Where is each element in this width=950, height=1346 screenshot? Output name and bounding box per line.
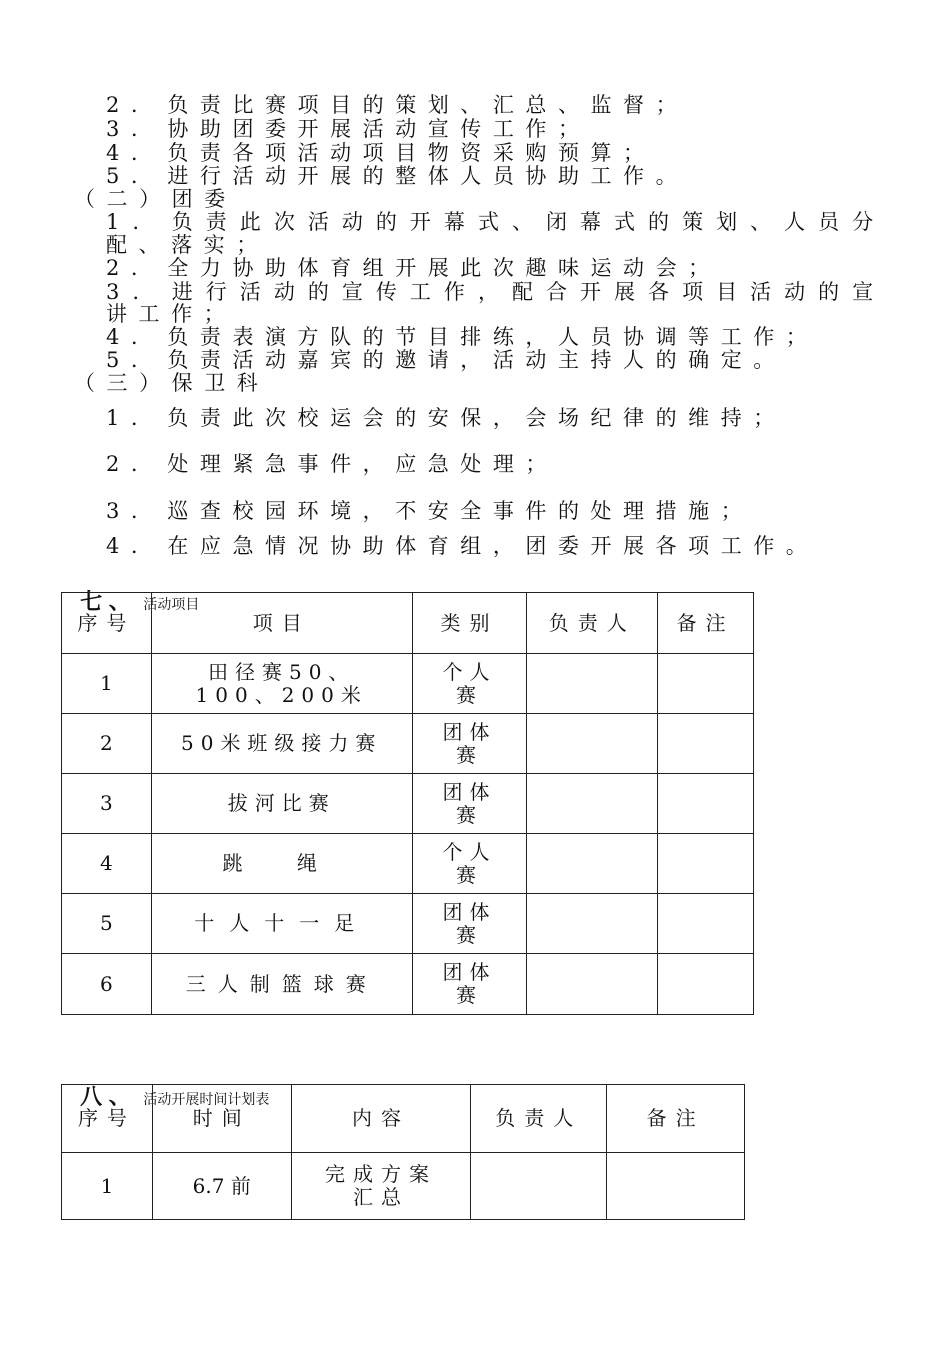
item-category: 团体赛 xyxy=(412,774,527,834)
table-row xyxy=(62,894,754,954)
activity-items-table xyxy=(61,592,754,1015)
item-owner xyxy=(527,834,658,894)
item-owner xyxy=(527,774,658,834)
table-row xyxy=(62,774,754,834)
column-header: 内容 xyxy=(291,1085,471,1153)
duty-line: 5. 负责活动嘉宾的邀请，活动主持人的确定。 xyxy=(106,348,786,372)
item-note xyxy=(658,654,754,714)
duty-line: 3. 协助团委开展活动宣传工作； xyxy=(106,117,591,141)
item-note xyxy=(658,714,754,774)
table-row xyxy=(62,1153,745,1220)
duty-line: 3. 巡查校园环境，不安全事件的处理措施； xyxy=(106,499,754,523)
duty-line: 1. 负责此次校运会的安保，会场纪律的维持； xyxy=(106,406,786,430)
item-owner xyxy=(527,714,658,774)
subsection-heading: （二）团委 xyxy=(74,187,237,211)
section-title: 活动项目 xyxy=(143,597,200,613)
item-owner xyxy=(527,894,658,954)
item-name: 田径赛50、100、200米 xyxy=(151,654,412,714)
item-note xyxy=(658,834,754,894)
column-header: 序号 xyxy=(62,593,152,654)
column-header: 负责人 xyxy=(471,1085,607,1153)
table-row xyxy=(62,654,754,714)
duty-line: 2. 负责比赛项目的策划、汇总、监督； xyxy=(106,93,689,117)
column-header: 负责人 xyxy=(527,593,658,654)
row-number: 1 xyxy=(62,654,152,714)
item-category: 个人赛 xyxy=(412,654,527,714)
duty-line: 1. 负责此次活动的开幕式、闭幕式的策划、人员分 xyxy=(106,210,887,234)
item-owner xyxy=(527,654,658,714)
row-number: 6 xyxy=(62,954,152,1015)
duty-line: 5. 进行活动开展的整体人员协助工作。 xyxy=(106,164,689,188)
subsection-heading: （三）保卫科 xyxy=(74,371,270,395)
duty-line: 讲工作； xyxy=(106,302,237,326)
duty-line: 2. 全力协助体育组开展此次趣味运动会； xyxy=(106,256,721,280)
table-row xyxy=(62,714,754,774)
table-header-row xyxy=(62,593,754,654)
item-category: 团体赛 xyxy=(412,954,527,1015)
table-header-row xyxy=(62,1085,745,1153)
duty-line: 4. 在应急情况协助体育组，团委开展各项工作。 xyxy=(106,534,819,558)
duty-line: 4. 负责各项活动项目物资采购预算； xyxy=(106,141,656,165)
schedule-owner xyxy=(471,1153,607,1220)
duty-line: 4. 负责表演方队的节目排练，人员协调等工作； xyxy=(106,325,819,349)
schedule-time: 6.7 前 xyxy=(152,1153,291,1220)
row-number: 2 xyxy=(62,714,152,774)
column-header: 备注 xyxy=(607,1085,745,1153)
item-note xyxy=(658,894,754,954)
item-name: 三人制篮球赛 xyxy=(151,954,412,1015)
row-number: 5 xyxy=(62,894,152,954)
item-note xyxy=(658,774,754,834)
item-category: 团体赛 xyxy=(412,714,527,774)
row-number: 4 xyxy=(62,834,152,894)
column-header: 时间 xyxy=(152,1085,291,1153)
duty-line: 2. 处理紧急事件，应急处理； xyxy=(106,452,558,476)
table-row xyxy=(62,834,754,894)
row-number: 1 xyxy=(62,1153,153,1220)
schedule-content: 完成方案汇总 xyxy=(291,1153,471,1220)
section-number: 八、 xyxy=(80,1084,138,1110)
section-title: 活动开展时间计划表 xyxy=(143,1092,270,1108)
item-category: 个人赛 xyxy=(412,834,527,894)
table-row xyxy=(62,954,754,1015)
item-name: 跳 绳 xyxy=(151,834,412,894)
row-number: 3 xyxy=(62,774,152,834)
column-header: 项目 xyxy=(151,593,412,654)
duty-line: 3. 进行活动的宣传工作，配合开展各项目活动的宣 xyxy=(106,280,887,304)
item-name: 十人十一足 xyxy=(151,894,412,954)
column-header: 序号 xyxy=(62,1085,153,1153)
item-owner xyxy=(527,954,658,1015)
column-header: 类别 xyxy=(412,593,527,654)
item-category: 团体赛 xyxy=(412,894,527,954)
duty-line: 配、落实； xyxy=(106,233,269,257)
column-header: 备注 xyxy=(658,593,754,654)
item-name: 50米班级接力赛 xyxy=(151,714,412,774)
section-number: 七、 xyxy=(80,589,138,615)
schedule-table xyxy=(61,1084,745,1220)
item-name: 拔河比赛 xyxy=(151,774,412,834)
item-note xyxy=(658,954,754,1015)
schedule-note xyxy=(607,1153,745,1220)
